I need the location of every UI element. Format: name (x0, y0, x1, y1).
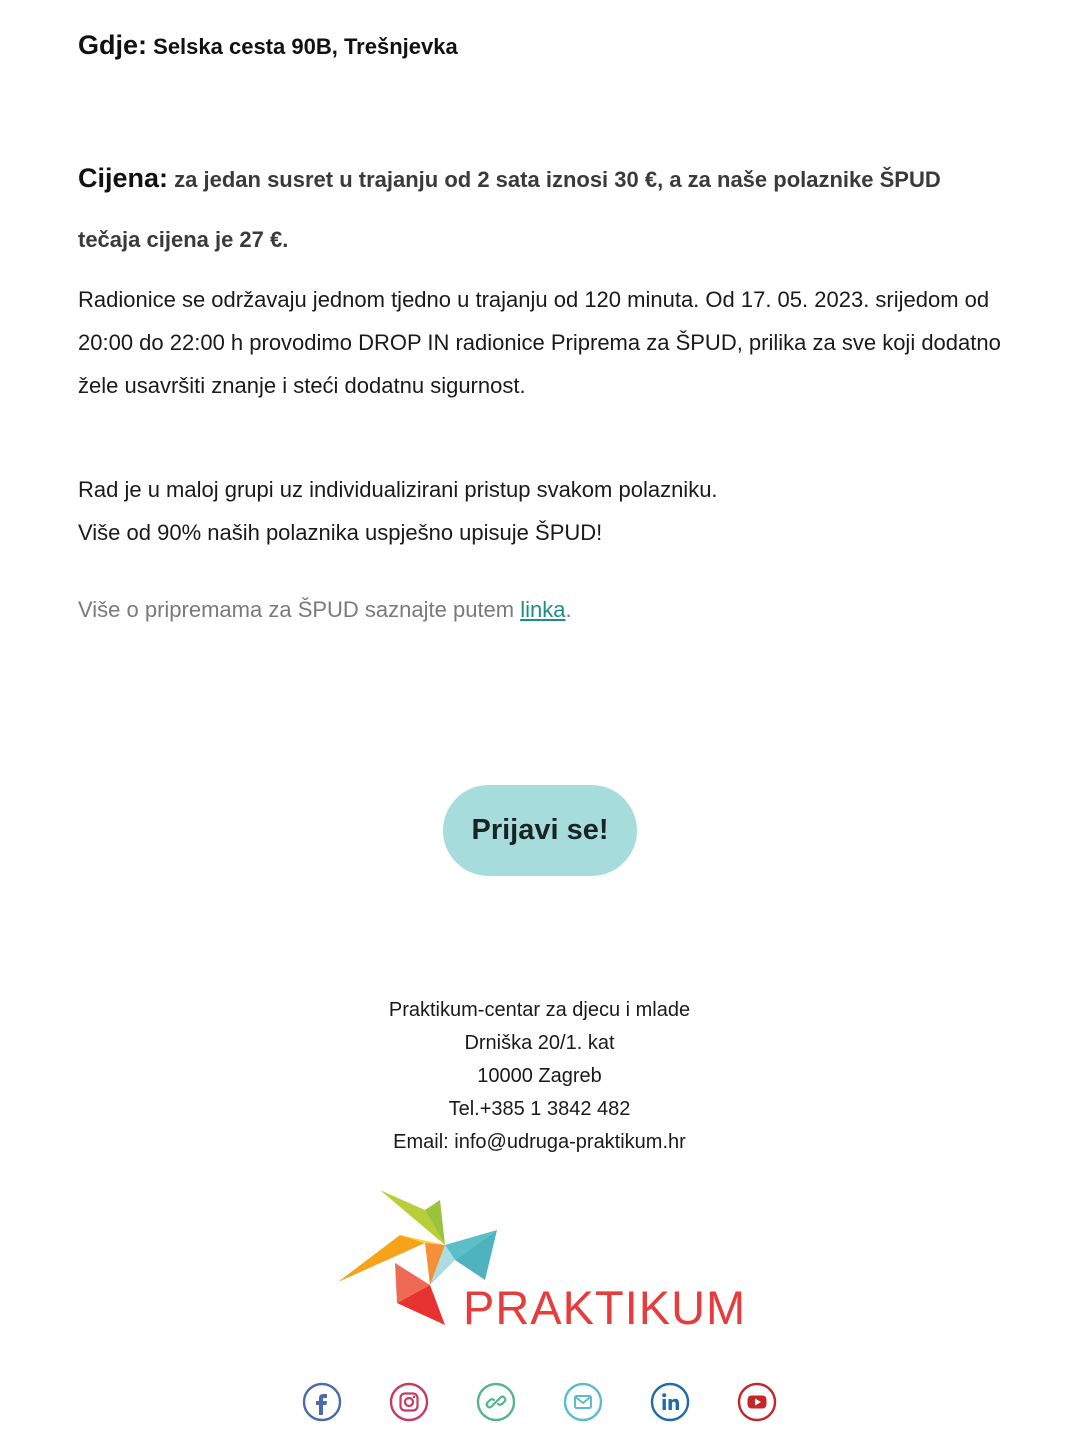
location-label: Gdje: (78, 30, 148, 60)
location-value: Selska cesta 90B, Trešnjevka (153, 34, 458, 59)
social-links (0, 1382, 1079, 1422)
price-value: za jedan susret u trajanju od 2 sata iznosi 30 €, a za naše polaznike ŠPUD tečaja cijena je 27 €. (78, 167, 941, 252)
footer-city: 10000 Zagreb (477, 1065, 602, 1087)
linkedin-icon[interactable] (650, 1382, 690, 1422)
logo-wordmark: PRAKTIKUM (463, 1281, 747, 1334)
email-icon[interactable] (563, 1382, 603, 1422)
group-paragraph-line-2: Više od 90% naših polaznika uspješno upisuje ŠPUD! (78, 520, 603, 545)
more-info-suffix: . (565, 597, 572, 622)
footer-email: Email: info@udruga-praktikum.hr (393, 1131, 686, 1153)
price-line (78, 148, 1008, 270)
praktikum-logo (335, 1185, 755, 1335)
footer-org: Praktikum-centar za djecu i mlade (388, 999, 691, 1021)
group-paragraph-line-1: Rad je u maloj grupi uz individualizirani pristup svakom polazniku. (78, 477, 718, 502)
group-paragraph (78, 468, 1008, 554)
price-label: Cijena: (78, 163, 169, 193)
link-icon[interactable] (476, 1382, 516, 1422)
location-line (78, 30, 458, 61)
youtube-icon[interactable] (737, 1382, 777, 1422)
more-info-text: Više o pripremama za ŠPUD saznajte putem (78, 597, 521, 622)
more-info-line (78, 597, 572, 623)
facebook-icon[interactable] (302, 1382, 342, 1422)
schedule-paragraph: Radionice se održavaju jednom tjedno u trajanju od 120 minuta. Od 17. 05. 2023. srijedom od 20:00 do 22:00 h provodimo DROP IN radionice Priprema za ŠPUD, prilika za sve koji dodatno žele usavršiti znanje i steći dodatnu sigurnost. (78, 287, 1001, 398)
footer-address (0, 994, 1079, 1159)
footer-phone: Tel.+385 1 3842 482 (448, 1098, 631, 1120)
more-info-link[interactable]: linka (520, 597, 566, 622)
footer-street: Drniška 20/1. kat (464, 1032, 615, 1054)
instagram-icon[interactable] (389, 1382, 429, 1422)
register-button[interactable]: Prijavi se! (443, 785, 637, 876)
